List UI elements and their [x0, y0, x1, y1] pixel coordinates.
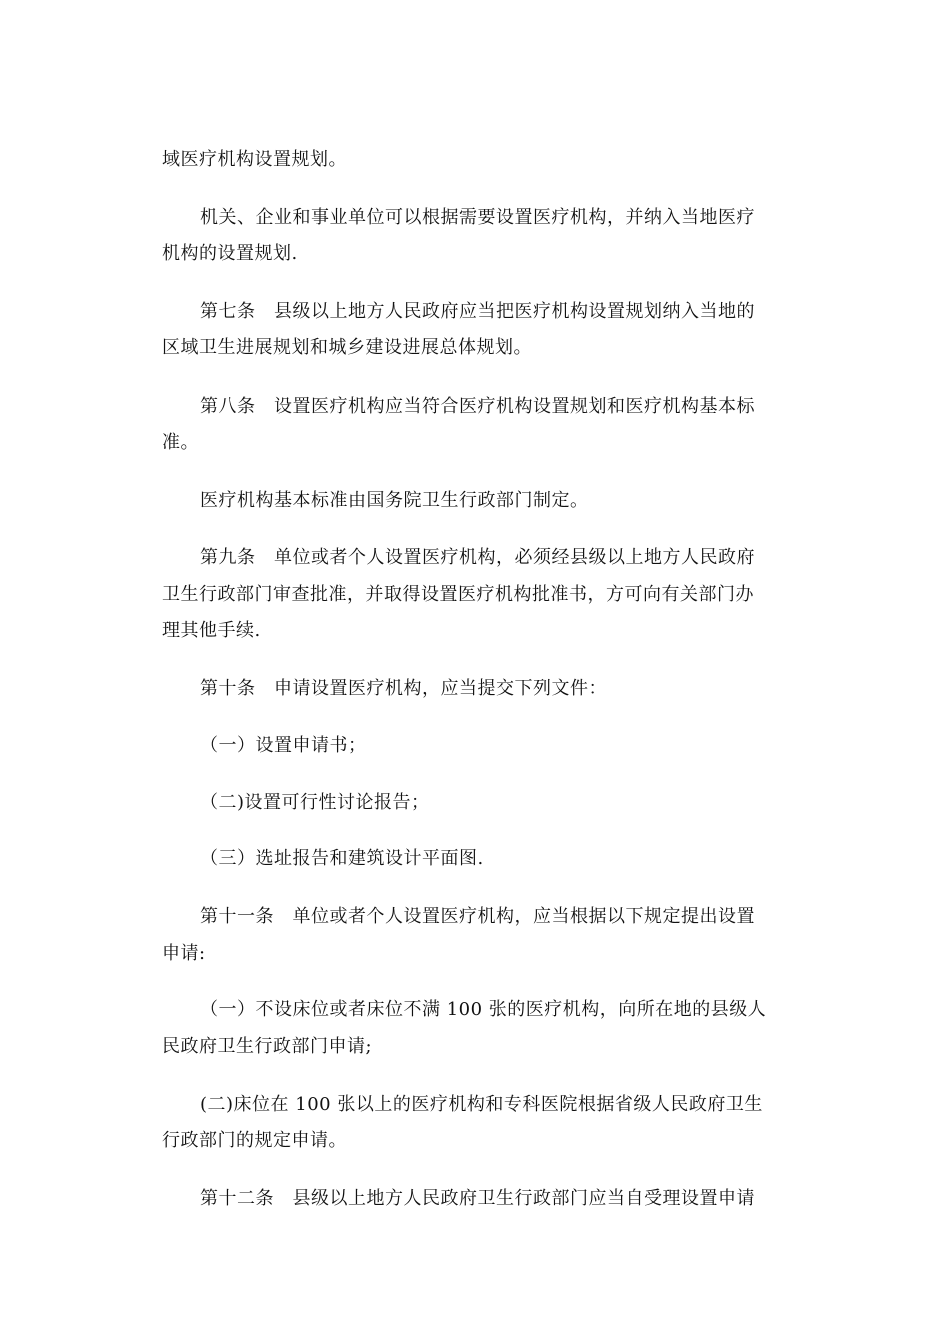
- text-line: （一）不设床位或者床位不满 100 张的医疗机构，向所在地的县级人: [200, 999, 767, 1020]
- text-line: 行政部门的规定申请。: [162, 1130, 347, 1151]
- text-line: 准。: [162, 432, 199, 453]
- text-line: 卫生行政部门审查批准，并取得设置医疗机构批准书，方可向有关部门办: [162, 584, 754, 605]
- text-line: 第十二条 县级以上地方人民政府卫生行政部门应当自受理设置申请: [200, 1188, 755, 1209]
- text-line: （三）选址报告和建筑设计平面图.: [200, 848, 484, 869]
- text-line: 第十一条 单位或者个人设置医疗机构，应当根据以下规定提出设置: [200, 906, 755, 927]
- text-line: 第七条 县级以上地方人民政府应当把医疗机构设置规划纳入当地的: [200, 301, 755, 322]
- text-line: 第十条 申请设置医疗机构，应当提交下列文件：: [200, 678, 607, 699]
- text-line: 理其他手续.: [162, 620, 261, 641]
- text-line: 机构的设置规划.: [162, 243, 298, 264]
- text-line: 民政府卫生行政部门申请;: [162, 1036, 373, 1057]
- text-line: 区域卫生进展规划和城乡建设进展总体规划。: [162, 337, 532, 358]
- text-line: 医疗机构基本标准由国务院卫生行政部门制定。: [200, 490, 589, 511]
- text-line: 第八条 设置医疗机构应当符合医疗机构设置规划和医疗机构基本标: [200, 396, 755, 417]
- text-line: （一）设置申请书；: [200, 735, 367, 756]
- text-line: 申请:: [162, 943, 206, 964]
- text-line: 机关、企业和事业单位可以根据需要设置医疗机构，并纳入当地医疗: [200, 207, 755, 228]
- text-line: (二)床位在 100 张以上的医疗机构和专科医院根据省级人民政府卫生: [200, 1094, 763, 1115]
- text-line: 第九条 单位或者个人设置医疗机构，必须经县级以上地方人民政府: [200, 547, 755, 568]
- text-line: （二)设置可行性讨论报告；: [200, 792, 430, 813]
- text-line: 域医疗机构设置规划。: [162, 149, 347, 170]
